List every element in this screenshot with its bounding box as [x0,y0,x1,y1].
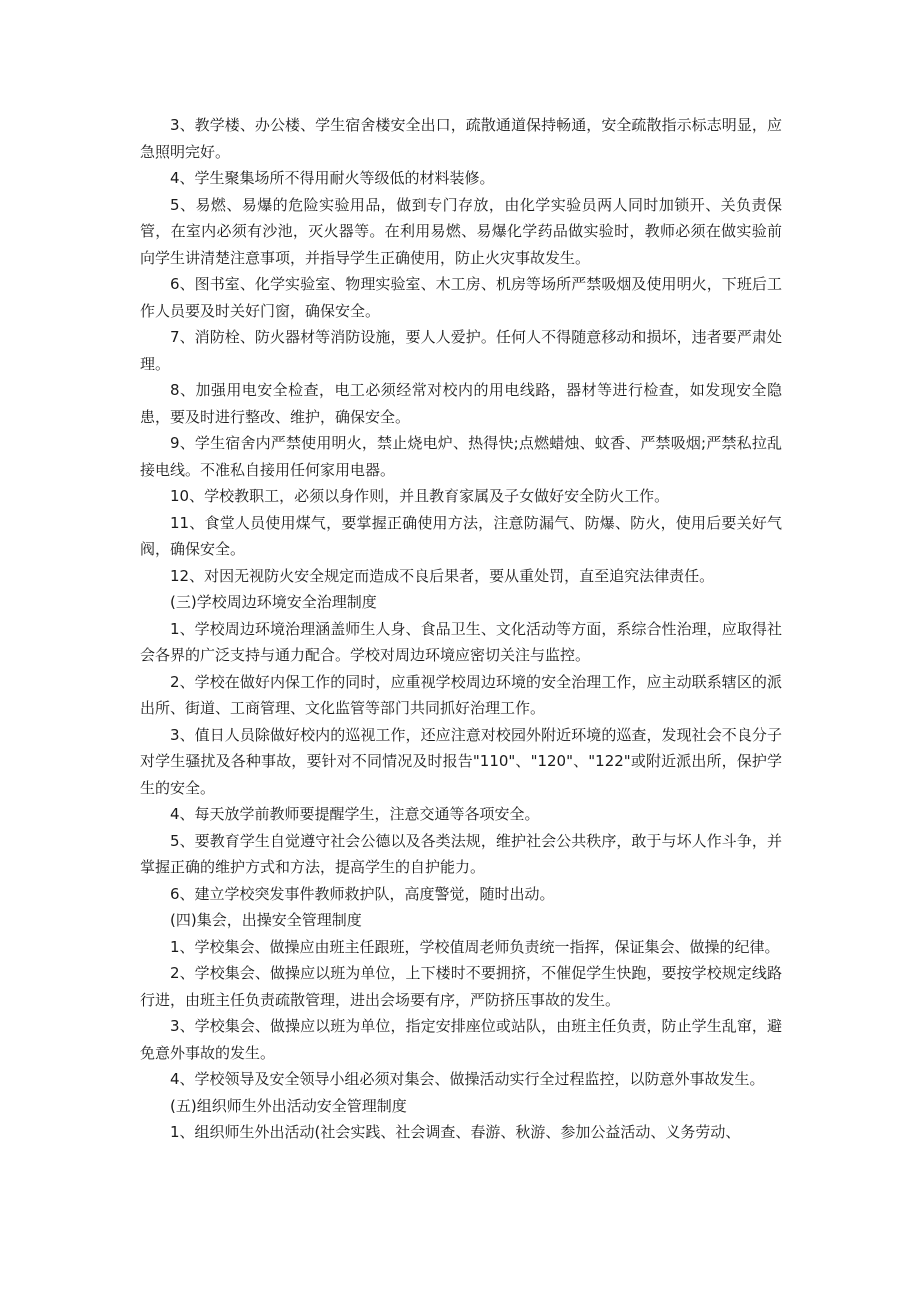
paragraph-fire-12: 12、对因无视防火安全规定而造成不良后果者，要从重处罚，直至追究法律责任。 [170,566,715,585]
section-heading-surroundings: (三)学校周边环境安全治理制度 [170,593,377,611]
paragraph-fire-4: 4、学生聚集场所不得用耐火等级低的材料装修。 [170,169,495,187]
paragraph-surroundings-2: 2、学校在做好内保工作的同时，应重视学校周边环境的安全治理工作，应主动联系辖区的派出所、街道、工商管理、文化监管等部门共同抓好治理工作。 [140,672,782,717]
paragraph-fire-7: 7、消防栓、防火器材等消防设施，要人人爱护。任何人不得随意移动和损坏，违者要严肃处理。 [140,328,782,373]
paragraph-assembly-4: 4、学校领导及安全领导小组必须对集会、做操活动实行全过程监控，以防意外事故发生。 [170,1070,765,1088]
paragraph-surroundings-4: 4、每天放学前教师要提醒学生，注意交通等各项安全。 [170,805,540,823]
paragraph-fire-6: 6、图书室、化学实验室、物理实验室、木工房、机房等场所严禁吸烟及使用明火，下班后工作人员要及时关好门窗，确保安全。 [140,275,782,320]
paragraph-assembly-1: 1、学校集会、做操应由班主任跟班，学校值周老师负责统一指挥，保证集会、做操的纪律。 [170,937,780,956]
document-body [140,112,782,1146]
paragraph-surroundings-6: 6、建立学校突发事件教师救护队，高度警觉，随时出动。 [170,884,555,903]
paragraph-outings-1: 1、组织师生外出活动(社会实践、社会调查、春游、秋游、参加公益活动、义务劳动、 [170,1123,741,1141]
paragraph-fire-8: 8、加强用电安全检查，电工必须经常对校内的用电线路，器材等进行检查，如发现安全隐患，要及时进行整改、维护，确保安全。 [140,381,782,426]
paragraph-fire-11: 11、食堂人员使用煤气，要掌握正确使用方法，注意防漏气、防爆、防火，使用后要关好气阀，确保安全。 [140,513,782,558]
section-heading-outings: (五)组织师生外出活动安全管理制度 [170,1096,407,1115]
paragraph-surroundings-3: 3、值日人员除做好校内的巡视工作，还应注意对校园外附近环境的巡查，发现社会不良分子对学生骚扰及各种事故，要针对不同情况及时报告"110"、"120"、"122"或附近派出所，保护学生的安全。 [140,725,782,797]
paragraph-fire-10: 10、学校教职工，必须以身作则，并且教育家属及子女做好安全防火工作。 [170,487,670,505]
paragraph-assembly-2: 2、学校集会、做操应以班为单位，上下楼时不要拥挤，不催促学生快跑，要按学校规定线路行进，由班主任负责疏散管理，进出会场要有序，严防挤压事故的发生。 [140,964,782,1009]
paragraph-fire-9: 9、学生宿舍内严禁使用明火，禁止烧电炉、热得快;点燃蜡烛、蚊香、严禁吸烟;严禁私拉乱接电线。不准私自接用任何家用电器。 [140,434,782,479]
paragraph-fire-3: 3、教学楼、办公楼、学生宿舍楼安全出口，疏散通道保持畅通，安全疏散指示标志明显，应急照明完好。 [140,116,782,161]
section-heading-assembly: (四)集会，出操安全管理制度 [170,911,362,929]
paragraph-assembly-3: 3、学校集会、做操应以班为单位，指定安排座位或站队，由班主任负责，防止学生乱窜，避免意外事故的发生。 [140,1017,782,1062]
paragraph-surroundings-1: 1、学校周边环境治理涵盖师生人身、食品卫生、文化活动等方面，系综合性治理，应取得社会各界的广泛支持与通力配合。学校对周边环境应密切关注与监控。 [140,619,782,664]
paragraph-surroundings-5: 5、要教育学生自觉遵守社会公德以及各类法规，维护社会公共秩序，敢于与坏人作斗争，并掌握正确的维护方式和方法，提高学生的自护能力。 [140,831,782,876]
paragraph-fire-5: 5、易燃、易爆的危险实验用品，做到专门存放，由化学实验员两人同时加锁开、关负责保管，在室内必须有沙池，灭火器等。在利用易燃、易爆化学药品做实验时，教师必须在做实验前向学生讲清楚注意事项，并指导学生正确使用，防止火灾事故发生。 [140,195,782,267]
